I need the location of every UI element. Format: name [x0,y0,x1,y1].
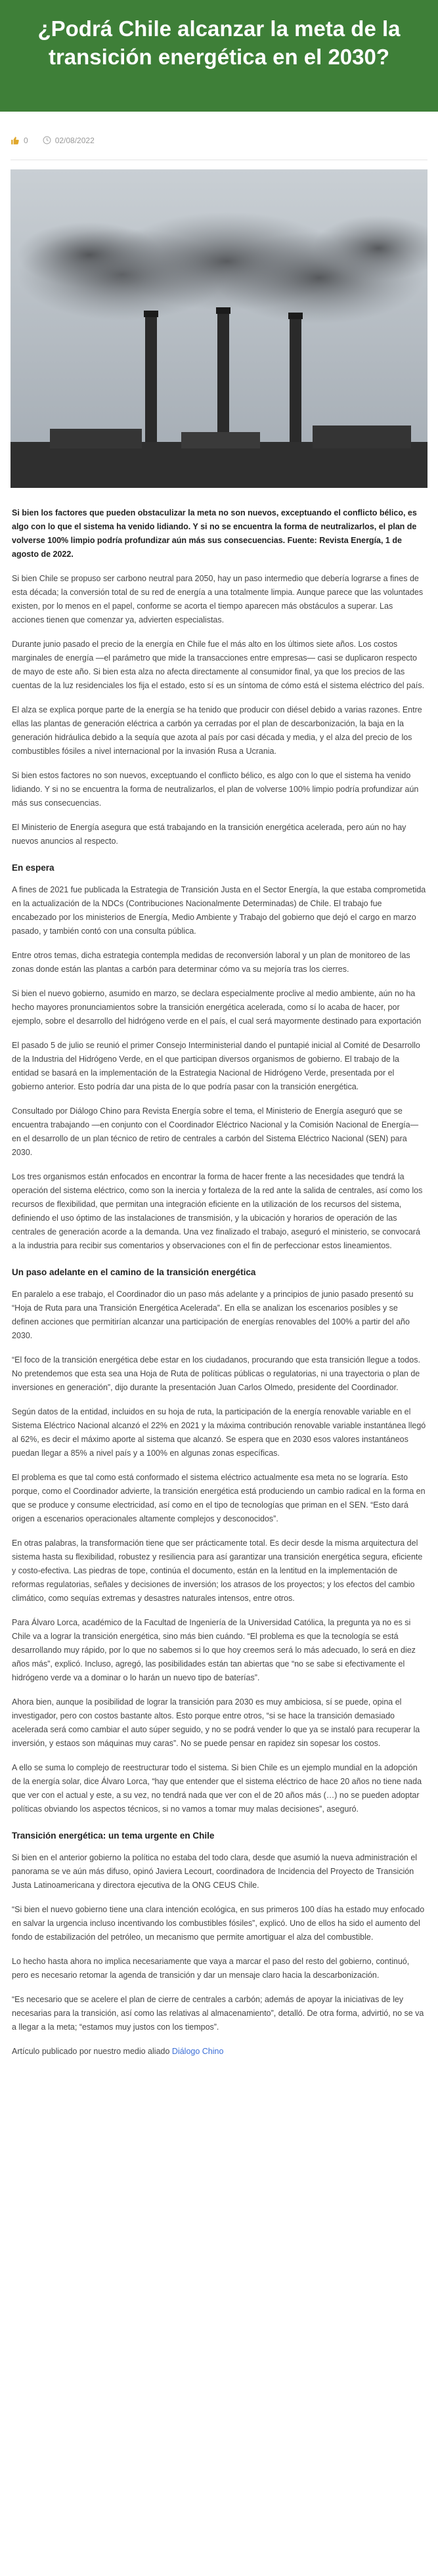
clock-icon [43,136,51,144]
paragraph: Consultado por Diálogo Chino para Revista Energía sobre el tema, el Ministerio de Energía aseguró que se encuentra trabajando —en conjunto con el Coordinador Eléctrico Nacional y la Comisión Nacional de Energía— en el desarrollo de un plan técnico de retiro de centrales a carbón del Sistema Eléctrico Nacional (SEN) para 2030. [12,1106,419,1157]
paragraph: En otras palabras, la transformación tiene que ser prácticamente total. Es decir desde la misma arquitectura del sistema hasta su flexibilidad, robustez y resiliencia para así garantizar una transición energética segura, eficiente y costo-efectiva. Las piedras de tope, continúa el documento, están en la lentitud en la implementación de reformas regulatorias, señales y decisiones de inversión; los atrasos de los proyectos; y los efectos del cambio climático, como sequías extremas y desastres naturales intensos, entre otros. [12,1539,423,1603]
paragraph: Ahora bien, aunque la posibilidad de lograr la transición para 2030 es muy ambiciosa, sí se puede, opina el investigador, pero con costos bastante altos. Esto porque entre otros, “si se hace la transición demasiado acelerada será como cambiar el auto súper seguido, y no se podrá vender lo que ya se instaló para recuperar la inversión, y estaos son máquinas muy caras”. No se puede pensar en rapidez sin sopesar los costos. [12,1697,420,1748]
section-heading: En espera [12,863,55,873]
paragraph: Si bien el nuevo gobierno, asumido en marzo, se declara especialmente proclive al medio ambiente, aún no ha hecho mayores pronunciamientos sobre la transición energética acelerada, como sí lo acaba de hacer, por ejemplo, sobre el desarrollo del hidrógeno verde en el país, el cual será mayormente destinado para exportación [12,989,422,1026]
article-photo [11,169,427,488]
paragraph: El alza se explica porque parte de la energía se ha tenido que producir con diésel debido a varias razones. Entre ellas las plantas de generación eléctrica a carbón ya cerradas por el plan de descarbonización, la baja en la generación hidráulica debido a la sequía que azota al país por casi década y media, y el alza del precio de los combustibles fósiles a nivel internacional por la invasión Rusa a Ucrania. [12,705,422,756]
section-heading: Un paso adelante en el camino de la transición energética [12,1267,256,1277]
paragraph: Si bien Chile se propuso ser carbono neutral para 2050, hay un paso intermedio que debería lograrse a fines de esta década; la conversión total de su red de energía a una totalmente limpia. Aunque parece que las voluntades existen, por lo menos en el papel, conforme se acorta el tiempo aparecen más obstáculos a superar. Las acciones tienen que comenzar ya, advierten especialistas. [12,574,424,624]
paragraph: Lo hecho hasta ahora no implica necesariamente que vaya a marcar el paso del resto del gobierno, continuó, pero es necesario retomar la agenda de transición y dar un mensaje claro hacia la descarbonización. [12,1957,410,1980]
paragraph: Si bien en el anterior gobierno la política no estaba del todo clara, desde que asumió la nueva administración el panorama se ve aún más difuso, opinó Javiera Lecourt, coordinadora de Incidencia del Proyecto de Transición Justa Latinoamericana y directora ejecutiva de la ONG CEUS Chile. [12,1853,418,1890]
paragraph: Durante junio pasado el precio de la energía en Chile fue el más alto en los últimos siete años. Los costos marginales de energía —el parámetro que mide la transacciones entre empresas— casi se duplicaron respecto de mayo de este año. Si bien esta alza no afecta directamente al consumidor final, ya que los precios de las cuentas de la luz residenciales los fija el estado, esto sí es un síntoma de cómo está el sistema eléctrico del país. [12,640,425,690]
like-count: 0 [24,135,28,145]
footer-prefix: Artículo publicado por nuestro medio aliado [12,2047,170,2056]
like-button[interactable] [11,136,28,145]
article-lead: Si bien los factores que pueden obstaculizar la meta no son nuevos, exceptuando el conflicto bélico, es algo con lo que el sistema ha venido lidiando. Y si no se encuentra la forma de neutralizarlos, el plan de volverse 100% limpio podría profundizar aún más sus consecuencias. Fuente: Revista Energía, 1 de agosto de 2022. [12,508,417,559]
paragraph: El pasado 5 de julio se reunió el primer Consejo Interministerial dando el puntapié inicial al Comité de Desarrollo de la Industria del Hidrógeno Verde, en el que participan diversos organismos de gobierno. El trabajo de la entidad se basará en la implementación de la Estrategia Nacional de Hidrógeno Verde, presentada por el gobierno anterior. Esto podría dar una pista de lo que podría pasar con la transición energética. [12,1041,420,1091]
paragraph: El Ministerio de Energía asegura que está trabajando en la transición energética acelerada, pero aún no hay nuevos anuncios al respecto. [12,823,406,846]
paragraph: Entre otros temas, dicha estrategia contempla medidas de reconversión laboral y un plan de monitoreo de las zonas donde están las plantas a carbón para determinar cómo va su mejoría tras los cierres. [12,951,410,974]
source-link[interactable]: Diálogo Chino [171,2047,224,2056]
paragraph: “El foco de la transición energética debe estar en los ciudadanos, procurando que esta transición llegue a todos. No pretendemos que esta sea una Hoja de Ruta de políticas públicas o regulatorias, ni una trayectoria o plan de inversiones en generación”, dijo durante la presentación Juan Carlos Olmedo, presidente del Coordinador. [12,1355,420,1392]
paragraph: “Si bien el nuevo gobierno tiene una clara intención ecológica, en sus primeros 100 días ha estado muy enfocado en salvar la urgencia incluso incentivando los combustibles fósiles”, explicó. Uno de ellos ha sido el aumento del fondo de estabilización del petróleo, un mecanismo que permite amortiguar el alza del combustible. [12,1905,425,1942]
paragraph: Según datos de la entidad, incluidos en su hoja de ruta, la participación de la energía renovable variable en el Sistema Eléctrico Nacional alcanzó el 22% en 2021 y la máxima contribución renovable variable instantánea llegó al 62%, es decir el máximo aporte al sistema que alcanzó. Se espera que en 2030 esos valores instantáneos puedan llegar a 85% a nivel país y a 100% en algunas zonas específicas. [12,1407,426,1458]
article-footer [12,2045,426,2059]
article-meta [11,129,427,160]
page-title: ¿Podrá Chile alcanzar la meta de la transición energética en el 2030? [37,16,401,69]
publish-date [43,136,95,145]
paragraph: “Es necesario que se acelere el plan de cierre de centrales a carbón; además de apoyar la iniciativas de ley necesarias para la transición, así como las relativas al almacenamiento”, detalló. De otra forma, advirtió, no se va a llegar a la meta; “estamos muy justos con los tiempos”. [12,1995,424,2032]
paragraph: Para Álvaro Lorca, académico de la Facultad de Ingeniería de la Universidad Católica, la pregunta ya no es si Chile va a lograr la transición energética, sino más bien cuándo. “El problema es que la tecnología se está desarrollando muy rápido, por lo que no sabemos si lo que hoy creemos será lo más adecuado, lo será en diez años más”, explicó. Incluso, agregó, las posibilidades están tan abiertas que “no se sabe si efectivamente el hidrógeno verde va a dominar o lo harán un nuevo tipo de baterías”. [12,1618,416,1682]
section-heading: Transición energética: un tema urgente en Chile [12,1831,215,1841]
paragraph: El problema es que tal como está conformado el sistema eléctrico actualmente esa meta no se lograría. Esto porque, como el Coordinador advierte, la transición energética está produciendo un cambio radical en la forma en que se produce y consume electricidad, así como en el tipo de tecnologías que priman en el SEN. “Esto dará origen a escenarios operacionales altamente complejos y desconocidos”. [12,1473,426,1523]
paragraph: Los tres organismos están enfocados en encontrar la forma de hacer frente a las necesidades que tendrá la operación del sistema eléctrico, como son la inercia y fortaleza de la red ante la salida de centrales, así como los recursos de flexibilidad, que permitan una integración eficiente en la utilización de los recursos del sistema, definiendo el uso óptimo de las instalaciones de transmisión, y la ubicación y horarios de operación de las centrales de generación acorde a la demanda. Una vez finalizado el trabajo, aseguró el ministerio, se convocará a la industria para recibir sus comentarios y observaciones con el fin de perfeccionar estos lineamientos. [12,1172,423,1250]
thumbs-up-icon [11,136,20,145]
date-text: 02/08/2022 [55,135,95,145]
paragraph: Si bien estos factores no son nuevos, exceptuando el conflicto bélico, es algo con lo que el sistema ha venido lidiando. Y si no se encuentra la forma de neutralizarlos, el plan de volverse 100% limpio podría profundizar aún más sus consecuencias. [12,771,419,808]
paragraph: A ello se suma lo complejo de reestructurar todo el sistema. Si bien Chile es un ejemplo mundial en la adopción de la energía solar, dice Álvaro Lorca, “hay que entender que el sistema eléctrico de hace 20 años no tiene nada que ver con el actual y este, a su vez, no tendrá nada que ver con el de 20 años más (…) no se pueden adoptar políticas obviando los aspectos técnicos, si no vamos a tomar muy malas decisiones”, aseguró. [12,1763,422,1814]
paragraph: A fines de 2021 fue publicada la Estrategia de Transición Justa en el Sector Energía, la que estaba comprometida en la actualización de la NDCs (Contribuciones Nacionalmente Determinadas) de Chile. El trabajo fue encabezado por los ministerios de Energía, Medio Ambiente y Trabajo del gobierno que dejó el cargo en marzo pasado, y también contó con una consulta pública. [12,885,426,936]
article-body [0,506,438,2070]
article-header [0,0,438,112]
paragraph: En paralelo a ese trabajo, el Coordinador dio un paso más adelante y a principios de junio pasado presentó su “Hoja de Ruta para una Transición Energética Acelerada”. En ella se analizan los escenarios posibles y se definen acciones que permitirían alcanzar una participación de energías renovables del 100% a partir del año 2030. [12,1290,414,1340]
